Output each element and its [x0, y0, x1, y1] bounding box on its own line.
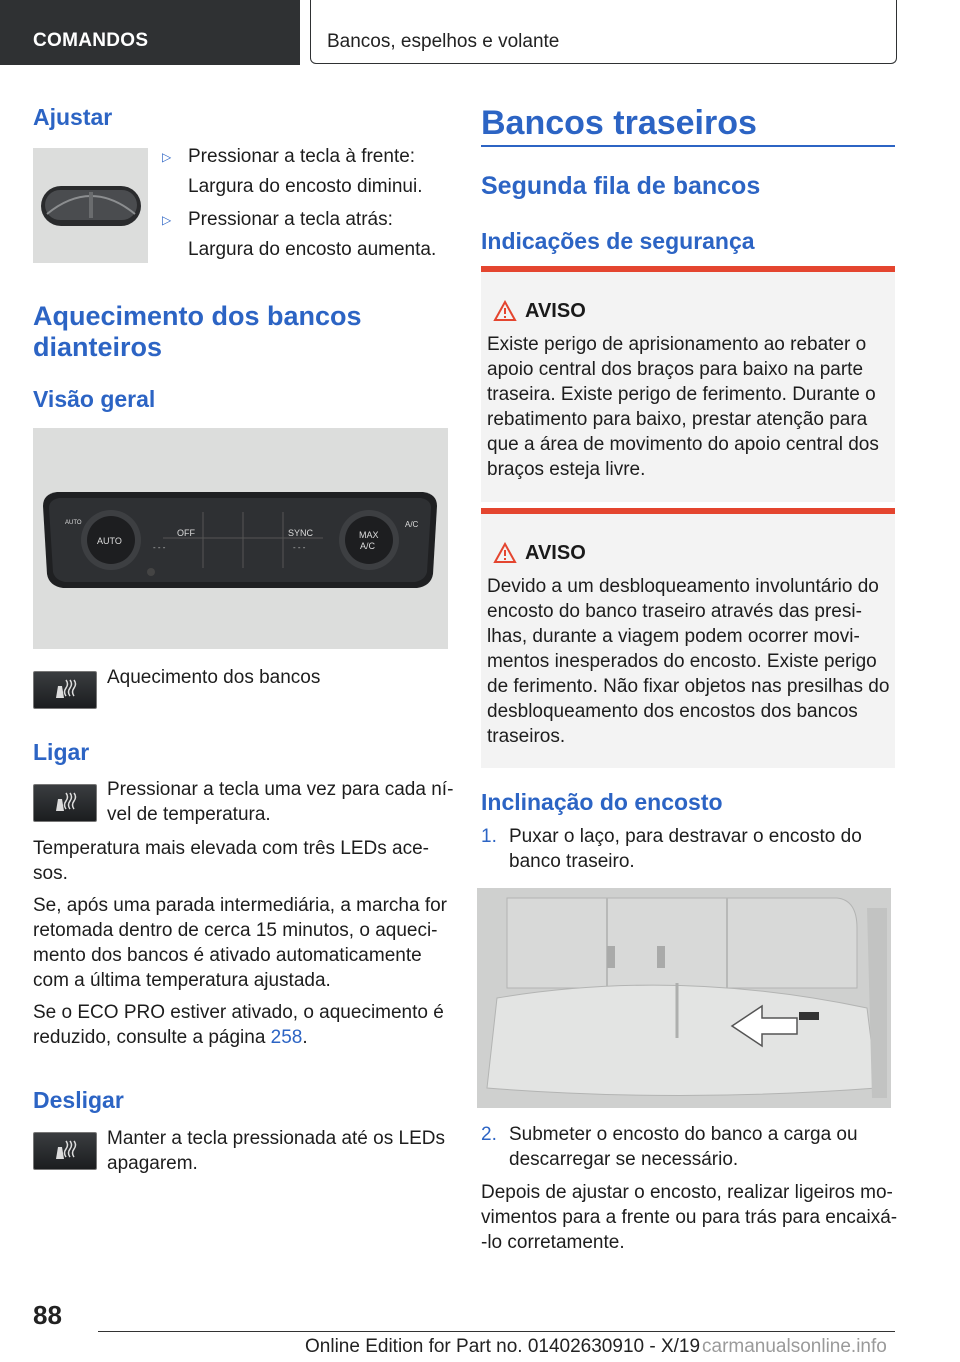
ligar-icon-text-line2: vel de temperatura. [107, 804, 271, 825]
svg-text:- - -: - - - [153, 543, 166, 552]
panel-max-label: MAX [359, 530, 379, 540]
ligar-paragraph-2 [33, 893, 447, 993]
footer-edition: Online Edition for Part no. 01402630910 - X/19 [305, 1336, 701, 1357]
heading-aquecimento [33, 301, 453, 363]
ligar-icon-text [107, 777, 453, 827]
warning-1-line: Existe perigo de aprisionamento ao rebater o [487, 334, 867, 355]
header-section-label: COMANDOS [33, 30, 149, 51]
step-1-text [509, 824, 862, 874]
panel-ac-label: A/C [405, 520, 419, 529]
warning-1-line: rebatimento para baixo, prestar atenção para [487, 409, 868, 430]
backrest-width-button-icon [33, 148, 148, 263]
warning-2-text [487, 574, 891, 749]
panel-auto-small-label: AUTO [65, 520, 82, 526]
step-2-number: 2. [481, 1124, 497, 1145]
page-number: 88 [33, 1300, 62, 1330]
step-2-line2: descarregar se necessário. [509, 1149, 739, 1170]
panel-auto-label: AUTO [97, 536, 122, 546]
panel-off-label: OFF [177, 528, 195, 538]
ligar-p3-text: reduzido, consulte a página [33, 1027, 271, 1048]
inclinacao-paragraph [481, 1180, 897, 1255]
seat-heating-key-icon [33, 1132, 97, 1170]
panel-sync-label: SYNC [288, 528, 314, 538]
warning-2-title: AVISO [525, 542, 586, 564]
bullet-icon: ▷ [162, 150, 172, 164]
step-2-line1: Submeter o encosto do banco a carga ou [509, 1124, 858, 1145]
warning-1-line: que a área de movimento do apoio central dos [487, 434, 879, 455]
warning-2-line: desbloqueamento dos encostos dos bancos [487, 701, 858, 722]
step-1-number: 1. [481, 826, 497, 847]
ligar-paragraph-3 [33, 1000, 444, 1050]
warning-box-2 [481, 508, 895, 768]
title-divider [481, 145, 895, 147]
step-1-line2: banco traseiro. [509, 851, 635, 872]
ligar-p1-line2: sos. [33, 863, 68, 884]
ajustar-item-2-action: Pressionar a tecla atrás: [188, 209, 393, 230]
warning-box-1 [481, 266, 895, 502]
page-258-link[interactable]: 258 [270, 1027, 303, 1048]
header-title-tab [310, 0, 897, 64]
heading-segunda-fila: Segunda fila de bancos [481, 172, 761, 200]
heading-ligar: Ligar [33, 739, 90, 765]
warning-1-line: apoio central dos braços para baixo na parte [487, 359, 864, 380]
heading-inclinacao: Inclinação do encosto [481, 789, 723, 815]
warning-1-text [487, 332, 891, 482]
warning-triangle-icon [493, 300, 517, 322]
step-2-text [509, 1122, 858, 1172]
ligar-p2-line4: com a última temperatura ajustada. [33, 970, 331, 991]
climate-panel-illustration [33, 428, 448, 649]
seat-heating-key-icon [33, 671, 97, 709]
inclinacao-p-line1: Depois de ajustar o encosto, realizar ligeiros mo- [481, 1182, 893, 1203]
heading-indicacoes-seguranca: Indicações de segurança [481, 228, 755, 254]
bullet-icon: ▷ [162, 213, 172, 227]
desligar-text [107, 1126, 445, 1176]
inclinacao-p-line3: -lo corretamente. [481, 1232, 625, 1253]
ligar-p3-period: . [302, 1027, 308, 1048]
ligar-icon-text-line1: Pressionar a tecla uma vez para cada ní- [107, 779, 454, 800]
seat-heating-key-icon [33, 784, 97, 822]
rear-seat-illustration [477, 888, 891, 1108]
header-title: Bancos, espelhos e volante [327, 31, 560, 52]
heading-aquecimento-line1: Aquecimento dos bancos [33, 301, 362, 331]
rear-seat-image [477, 888, 891, 1108]
ligar-p2-line3: mento dos bancos é ativado automaticamente [33, 945, 422, 966]
ajustar-item-1-result: Largura do encosto diminui. [188, 176, 423, 197]
ligar-paragraph-1 [33, 836, 429, 886]
heading-ajustar: Ajustar [33, 104, 113, 130]
ligar-p1-line1: Temperatura mais elevada com três LEDs ace- [33, 838, 429, 859]
warning-triangle-icon [493, 542, 517, 564]
heading-aquecimento-line2: dianteiros [33, 332, 163, 362]
heading-visao-geral: Visão geral [33, 386, 156, 412]
footer-divider [98, 1331, 895, 1332]
climate-control-panel-image [33, 428, 448, 649]
ligar-p2-line1: Se, após uma parada intermediária, a marcha for [33, 895, 447, 916]
header-section-tab [0, 0, 300, 65]
ligar-p2-line2: retomada dentro de cerca 15 minutos, o aqueci- [33, 920, 438, 941]
warning-2-line: Devido a um desbloqueamento involuntário do [487, 576, 879, 597]
step-1-line1: Puxar o laço, para destravar o encosto do [509, 826, 862, 847]
warning-2-line: lhas, durante a viagem podem ocorrer movi- [487, 626, 860, 647]
warning-1-line: braços esteja livre. [487, 459, 646, 480]
warning-2-line: encosto do banco traseiro através das presi- [487, 601, 862, 622]
warning-1-line: traseira. Existe perigo de ferimento. Durante o [487, 384, 876, 405]
seat-heating-caption: Aquecimento dos bancos [107, 667, 321, 688]
ajustar-item-2-result: Largura do encosto aumenta. [188, 239, 437, 260]
desligar-text-line2: apagarem. [107, 1153, 198, 1174]
warning-2-line: de ferimento. Não fixar objetos nas presilhas do [487, 676, 890, 697]
ligar-p3-line2 [33, 1025, 444, 1050]
page-title-bancos-traseiros: Bancos traseiros [481, 104, 757, 142]
ligar-p3-line1: Se o ECO PRO estiver ativado, o aquecimento é [33, 1002, 444, 1023]
desligar-text-line1: Manter a tecla pressionada até os LEDs [107, 1128, 445, 1149]
ajustar-item-1-action: Pressionar a tecla à frente: [188, 146, 416, 167]
panel-max-ac-label: A/C [360, 541, 376, 551]
inclinacao-p-line2: vimentos para a frente ou para trás para encaixá- [481, 1207, 898, 1228]
footer-watermark: carmanualsonline.info [702, 1336, 887, 1357]
svg-text:- - -: - - - [293, 543, 306, 552]
warning-2-line: traseiros. [487, 726, 566, 747]
heading-desligar: Desligar [33, 1087, 124, 1113]
warning-2-line: mentos inesperados do encosto. Existe perigo [487, 651, 877, 672]
backrest-width-button-image [33, 148, 148, 263]
warning-1-title: AVISO [525, 300, 586, 322]
